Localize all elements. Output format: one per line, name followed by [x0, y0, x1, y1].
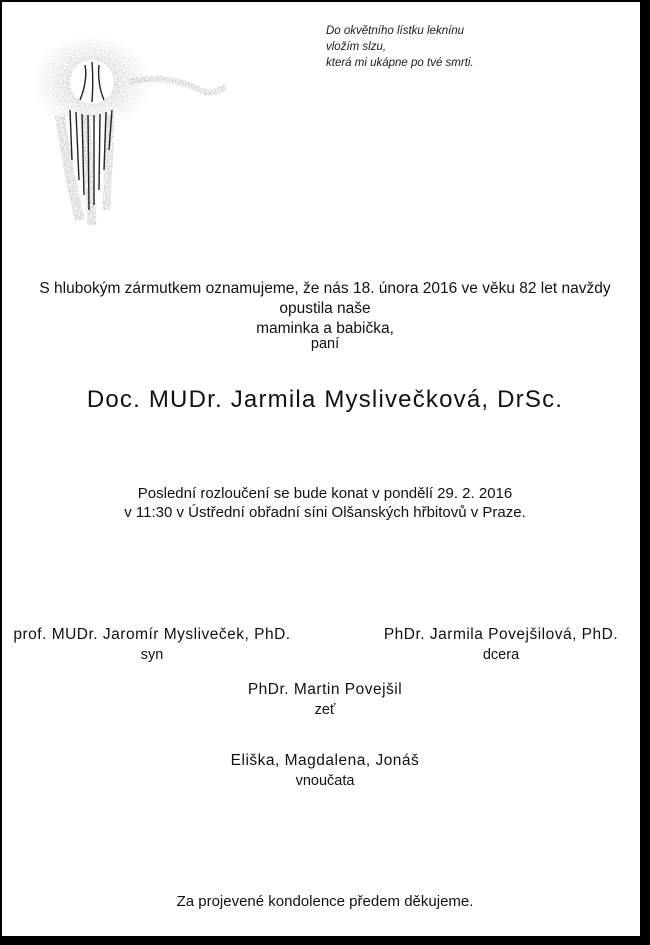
mourner-relation: syn: [140, 647, 164, 663]
mourner-relation: dcera: [482, 647, 520, 663]
mourner-relation: vnoučata: [295, 773, 355, 789]
mourner-daughter: [356, 626, 646, 663]
poem-line: vložím slzu,: [326, 41, 387, 53]
mourner-name: PhDr. Martin Povejšil: [247, 681, 403, 698]
mourner-name: Eliška, Magdalena, Jonáš: [230, 752, 420, 769]
mourner-son: [6, 626, 298, 663]
funeral-line: v 11:30 v Ústřední obřadní síni Olšanských hřbitovů v Praze.: [124, 504, 526, 521]
funeral-details: [0, 484, 650, 522]
announcement-line: maminka a babička,: [256, 320, 394, 337]
poem-line: Do okvětního lístku leknínu: [326, 25, 465, 37]
announcement-line: S hlubokým zármutkem oznamujeme, že nás 18. února 2016 ve věku 82 let navždy opustila naše: [39, 280, 611, 317]
poem: [326, 23, 474, 71]
mourner-relation: zeť: [314, 702, 336, 718]
announcement-text: [12, 279, 638, 339]
salutation: paní: [310, 336, 340, 352]
funeral-line: Poslední rozloučení se bude konat v pondělí 29. 2. 2016: [137, 485, 513, 502]
mourner-grandchildren: [175, 752, 475, 789]
mourner-name: prof. MUDr. Jaromír Mysliveček, PhD.: [13, 626, 291, 643]
mourner-son-in-law: [175, 681, 475, 718]
poem-line: která mi ukápne po tvé smrti.: [326, 57, 474, 69]
deceased-name: Doc. MUDr. Jarmila Myslivečková, DrSc.: [86, 386, 564, 413]
mourner-name: PhDr. Jarmila Povejšilová, PhD.: [383, 626, 619, 643]
water-lily-moon-icon: [30, 20, 230, 235]
closing-thanks: Za projevené kondolence předem děkujeme.: [176, 893, 474, 910]
